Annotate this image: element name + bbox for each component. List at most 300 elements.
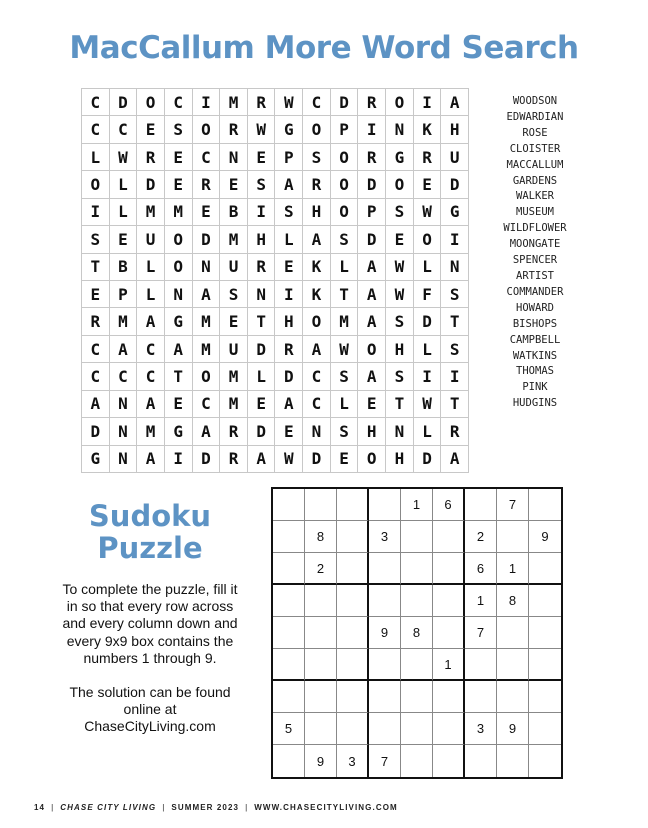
letter-cell: O: [82, 171, 110, 198]
footer-separator: |: [162, 803, 166, 812]
sudoku-given-cell: 7: [465, 617, 497, 649]
sudoku-empty-cell: [337, 585, 369, 617]
sudoku-empty-cell: [497, 649, 529, 681]
sudoku-given-cell: 8: [401, 617, 433, 649]
letter-cell: G: [275, 116, 303, 143]
letter-cell: C: [82, 89, 110, 116]
sudoku-empty-cell: [433, 681, 465, 713]
letter-cell: N: [220, 144, 248, 171]
letter-cell: B: [220, 199, 248, 226]
letter-cell: W: [248, 116, 276, 143]
letter-cell: W: [275, 89, 303, 116]
letter-cell: T: [248, 308, 276, 335]
letter-cell: I: [82, 199, 110, 226]
word-list-item: HUDGINS: [512, 397, 558, 410]
sudoku-given-cell: 6: [433, 489, 465, 521]
word-list-item: SPENCER: [512, 254, 558, 267]
letter-cell: D: [414, 446, 442, 473]
letter-cell: R: [303, 171, 331, 198]
sudoku-empty-cell: [529, 553, 561, 585]
letter-cell: U: [137, 226, 165, 253]
sudoku-empty-cell: [305, 713, 337, 745]
word-list-item: THOMAS: [516, 365, 554, 378]
sudoku-empty-cell: [305, 617, 337, 649]
letter-cell: F: [414, 281, 442, 308]
letter-cell: A: [275, 391, 303, 418]
letter-cell: S: [331, 226, 359, 253]
letter-cell: M: [193, 308, 221, 335]
letter-cell: I: [414, 363, 442, 390]
letter-cell: W: [386, 281, 414, 308]
letter-cell: L: [414, 418, 442, 445]
sudoku-empty-cell: [497, 681, 529, 713]
letter-cell: M: [110, 308, 138, 335]
letter-cell: C: [137, 363, 165, 390]
word-list-item: MUSEUM: [516, 206, 554, 219]
letter-cell: E: [386, 226, 414, 253]
sudoku-empty-cell: [369, 681, 401, 713]
letter-cell: G: [386, 144, 414, 171]
sudoku-empty-cell: [273, 617, 305, 649]
letter-cell: S: [248, 171, 276, 198]
letter-cell: W: [414, 199, 442, 226]
sudoku-empty-cell: [465, 745, 497, 777]
letter-cell: N: [441, 254, 469, 281]
sudoku-empty-cell: [369, 713, 401, 745]
letter-cell: A: [303, 226, 331, 253]
letter-cell: N: [386, 418, 414, 445]
sudoku-given-cell: 7: [369, 745, 401, 777]
letter-cell: A: [110, 336, 138, 363]
letter-cell: I: [248, 199, 276, 226]
letter-cell: E: [248, 144, 276, 171]
letter-cell: M: [137, 199, 165, 226]
letter-cell: A: [193, 281, 221, 308]
letter-cell: M: [220, 226, 248, 253]
sudoku-empty-cell: [369, 585, 401, 617]
letter-cell: P: [331, 116, 359, 143]
letter-cell: A: [275, 171, 303, 198]
letter-cell: S: [220, 281, 248, 308]
sudoku-empty-cell: [305, 681, 337, 713]
letter-cell: N: [110, 391, 138, 418]
word-list-item: GARDENS: [512, 174, 558, 187]
letter-cell: C: [110, 363, 138, 390]
word-list-item: WATKINS: [512, 349, 558, 362]
letter-cell: M: [193, 336, 221, 363]
letter-cell: R: [220, 446, 248, 473]
letter-cell: C: [82, 116, 110, 143]
sudoku-empty-cell: [465, 489, 497, 521]
letter-cell: G: [441, 199, 469, 226]
sudoku-empty-cell: [401, 521, 433, 553]
letter-cell: S: [331, 418, 359, 445]
letter-cell: S: [165, 116, 193, 143]
letter-cell: R: [358, 89, 386, 116]
letter-cell: U: [441, 144, 469, 171]
letter-cell: O: [386, 171, 414, 198]
letter-cell: R: [414, 144, 442, 171]
letter-cell: K: [414, 116, 442, 143]
letter-cell: H: [248, 226, 276, 253]
sudoku-given-cell: 7: [497, 489, 529, 521]
letter-cell: C: [165, 89, 193, 116]
letter-cell: O: [303, 116, 331, 143]
sudoku-given-cell: 9: [529, 521, 561, 553]
letter-cell: I: [165, 446, 193, 473]
letter-cell: S: [441, 336, 469, 363]
sudoku-empty-cell: [337, 649, 369, 681]
sudoku-given-cell: 3: [465, 713, 497, 745]
footer-separator: |: [51, 803, 55, 812]
letter-cell: O: [386, 89, 414, 116]
word-list-item: WOODSON: [512, 95, 558, 107]
letter-cell: D: [331, 89, 359, 116]
sudoku-empty-cell: [401, 745, 433, 777]
sudoku-empty-cell: [433, 553, 465, 585]
letter-cell: O: [137, 89, 165, 116]
letter-cell: D: [358, 171, 386, 198]
letter-cell: H: [303, 199, 331, 226]
letter-cell: L: [275, 226, 303, 253]
sudoku-given-cell: 2: [465, 521, 497, 553]
letter-cell: C: [193, 391, 221, 418]
letter-cell: W: [275, 446, 303, 473]
sudoku-given-cell: 9: [305, 745, 337, 777]
letter-cell: D: [137, 171, 165, 198]
letter-cell: E: [82, 281, 110, 308]
letter-cell: I: [358, 116, 386, 143]
letter-cell: P: [110, 281, 138, 308]
word-list-item: ARTIST: [516, 269, 554, 282]
sudoku-empty-cell: [369, 489, 401, 521]
word-list-item: MOONGATE: [509, 238, 561, 251]
letter-cell: L: [110, 199, 138, 226]
letter-cell: H: [386, 336, 414, 363]
letter-cell: E: [248, 391, 276, 418]
letter-cell: M: [220, 89, 248, 116]
letter-cell: C: [193, 144, 221, 171]
letter-cell: N: [193, 254, 221, 281]
sudoku-given-cell: 3: [337, 745, 369, 777]
sudoku-empty-cell: [529, 617, 561, 649]
letter-cell: A: [358, 308, 386, 335]
letter-cell: O: [358, 336, 386, 363]
letter-cell: K: [303, 281, 331, 308]
letter-cell: H: [358, 418, 386, 445]
sudoku-empty-cell: [433, 521, 465, 553]
letter-cell: R: [275, 336, 303, 363]
letter-cell: E: [414, 171, 442, 198]
sudoku-empty-cell: [273, 489, 305, 521]
letter-cell: N: [248, 281, 276, 308]
letter-cell: A: [137, 391, 165, 418]
sudoku-given-cell: 6: [465, 553, 497, 585]
sudoku-empty-cell: [529, 649, 561, 681]
letter-cell: W: [414, 391, 442, 418]
letter-cell: A: [441, 89, 469, 116]
letter-cell: A: [303, 336, 331, 363]
letter-cell: R: [441, 418, 469, 445]
sudoku-empty-cell: [401, 585, 433, 617]
word-list-item: HOWARD: [516, 301, 554, 314]
publication-name: CHASE CITY LIVING: [60, 803, 157, 812]
letter-cell: R: [137, 144, 165, 171]
sudoku-empty-cell: [273, 649, 305, 681]
letter-cell: T: [165, 363, 193, 390]
sudoku-given-cell: 1: [401, 489, 433, 521]
sudoku-given-cell: 5: [273, 713, 305, 745]
letter-cell: D: [82, 418, 110, 445]
letter-cell: A: [358, 281, 386, 308]
letter-cell: L: [137, 254, 165, 281]
sudoku-given-cell: 8: [497, 585, 529, 617]
letter-cell: R: [248, 89, 276, 116]
letter-cell: D: [303, 446, 331, 473]
sudoku-empty-cell: [465, 681, 497, 713]
letter-cell: O: [331, 171, 359, 198]
sudoku-empty-cell: [497, 617, 529, 649]
sudoku-empty-cell: [369, 649, 401, 681]
letter-cell: S: [275, 199, 303, 226]
sudoku-empty-cell: [369, 553, 401, 585]
word-list-item: MACCALLUM: [506, 158, 564, 171]
letter-cell: O: [165, 254, 193, 281]
issue-label: SUMMER 2023: [171, 803, 240, 812]
instructions-text: To complete the puzzle, fill it in so that every row across and every column down and every 9x9 box contains the numbers 1 through 9.: [62, 581, 238, 666]
letter-cell: C: [303, 89, 331, 116]
letter-cell: D: [414, 308, 442, 335]
letter-cell: E: [193, 199, 221, 226]
letter-cell: A: [441, 446, 469, 473]
footer-separator: |: [245, 803, 249, 812]
sudoku-empty-cell: [337, 521, 369, 553]
letter-cell: I: [414, 89, 442, 116]
letter-cell: R: [220, 116, 248, 143]
letter-cell: E: [165, 144, 193, 171]
sudoku-empty-cell: [273, 553, 305, 585]
letter-cell: A: [137, 308, 165, 335]
sudoku-empty-cell: [529, 681, 561, 713]
sudoku-given-cell: 1: [497, 553, 529, 585]
letter-cell: C: [82, 336, 110, 363]
sudoku-empty-cell: [433, 745, 465, 777]
letter-cell: L: [82, 144, 110, 171]
letter-cell: L: [331, 254, 359, 281]
sudoku-empty-cell: [401, 553, 433, 585]
sudoku-empty-cell: [497, 521, 529, 553]
letter-cell: N: [386, 116, 414, 143]
sudoku-empty-cell: [497, 745, 529, 777]
letter-cell: S: [386, 363, 414, 390]
sudoku-empty-cell: [337, 681, 369, 713]
letter-cell: R: [82, 308, 110, 335]
word-list-item: ROSE: [522, 126, 548, 139]
letter-cell: A: [82, 391, 110, 418]
letter-cell: T: [82, 254, 110, 281]
letter-cell: R: [193, 171, 221, 198]
letter-cell: O: [331, 199, 359, 226]
sudoku-empty-cell: [465, 649, 497, 681]
sudoku-title-line2: Puzzle: [97, 531, 203, 565]
letter-cell: P: [275, 144, 303, 171]
word-list-item: CLOISTER: [509, 142, 561, 155]
letter-cell: M: [220, 363, 248, 390]
sudoku-empty-cell: [337, 617, 369, 649]
letter-cell: O: [193, 116, 221, 143]
letter-cell: O: [358, 446, 386, 473]
letter-cell: C: [110, 116, 138, 143]
letter-cell: P: [358, 199, 386, 226]
sudoku-given-cell: 9: [369, 617, 401, 649]
letter-cell: S: [82, 226, 110, 253]
sudoku-empty-cell: [433, 585, 465, 617]
letter-cell: E: [165, 391, 193, 418]
letter-cell: D: [110, 89, 138, 116]
word-search-grid: [81, 88, 469, 473]
letter-cell: A: [358, 363, 386, 390]
letter-cell: K: [303, 254, 331, 281]
letter-cell: I: [275, 281, 303, 308]
letter-cell: E: [358, 391, 386, 418]
letter-cell: G: [82, 446, 110, 473]
letter-cell: R: [248, 254, 276, 281]
page-number: 14: [34, 803, 46, 812]
letter-cell: S: [386, 308, 414, 335]
letter-cell: D: [275, 363, 303, 390]
letter-cell: E: [331, 446, 359, 473]
sudoku-given-cell: 1: [465, 585, 497, 617]
letter-cell: S: [331, 363, 359, 390]
letter-cell: N: [303, 418, 331, 445]
sudoku-empty-cell: [273, 681, 305, 713]
letter-cell: T: [331, 281, 359, 308]
letter-cell: H: [386, 446, 414, 473]
sudoku-empty-cell: [529, 745, 561, 777]
sudoku-grid: [271, 487, 563, 779]
letter-cell: S: [386, 199, 414, 226]
sudoku-given-cell: 9: [497, 713, 529, 745]
letter-cell: G: [165, 308, 193, 335]
letter-cell: D: [248, 418, 276, 445]
letter-cell: E: [110, 226, 138, 253]
sudoku-given-cell: 1: [433, 649, 465, 681]
letter-cell: E: [220, 171, 248, 198]
letter-cell: A: [248, 446, 276, 473]
letter-cell: M: [331, 308, 359, 335]
sudoku-empty-cell: [273, 745, 305, 777]
letter-cell: L: [331, 391, 359, 418]
sudoku-empty-cell: [433, 617, 465, 649]
letter-cell: E: [275, 418, 303, 445]
sudoku-title-line1: Sudoku: [88, 499, 212, 533]
sudoku-empty-cell: [401, 681, 433, 713]
sudoku-title: [60, 500, 240, 564]
sudoku-empty-cell: [273, 585, 305, 617]
letter-cell: E: [165, 171, 193, 198]
letter-cell: D: [441, 171, 469, 198]
letter-cell: L: [110, 171, 138, 198]
letter-cell: L: [414, 336, 442, 363]
letter-cell: C: [303, 391, 331, 418]
letter-cell: D: [358, 226, 386, 253]
letter-cell: W: [110, 144, 138, 171]
letter-cell: E: [137, 116, 165, 143]
sudoku-empty-cell: [273, 521, 305, 553]
letter-cell: T: [441, 391, 469, 418]
word-list-item: WILDFLOWER: [503, 222, 567, 235]
letter-cell: G: [165, 418, 193, 445]
letter-cell: M: [165, 199, 193, 226]
letter-cell: N: [110, 418, 138, 445]
sudoku-empty-cell: [337, 489, 369, 521]
website: WWW.CHASECITYLIVING.COM: [254, 803, 398, 812]
letter-cell: O: [414, 226, 442, 253]
solution-note: The solution can be found online at ChaseCityLiving.com: [69, 684, 231, 735]
sudoku-empty-cell: [305, 585, 337, 617]
sudoku-empty-cell: [305, 489, 337, 521]
sudoku-empty-cell: [305, 649, 337, 681]
sudoku-empty-cell: [433, 713, 465, 745]
sudoku-empty-cell: [529, 713, 561, 745]
letter-cell: D: [193, 226, 221, 253]
word-list-item: EDWARDIAN: [506, 110, 564, 123]
letter-cell: U: [220, 254, 248, 281]
letter-cell: A: [193, 418, 221, 445]
letter-cell: N: [165, 281, 193, 308]
sudoku-instructions: [60, 581, 240, 736]
letter-cell: I: [441, 363, 469, 390]
letter-cell: B: [110, 254, 138, 281]
sudoku-given-cell: 3: [369, 521, 401, 553]
letter-cell: E: [220, 308, 248, 335]
word-list-item: COMMANDER: [506, 285, 564, 298]
letter-cell: M: [220, 391, 248, 418]
sudoku-empty-cell: [529, 489, 561, 521]
word-list-item: PINK: [522, 381, 548, 394]
sudoku-given-cell: 8: [305, 521, 337, 553]
sudoku-empty-cell: [337, 713, 369, 745]
letter-cell: R: [220, 418, 248, 445]
letter-cell: N: [110, 446, 138, 473]
sudoku-empty-cell: [401, 649, 433, 681]
letter-cell: D: [248, 336, 276, 363]
letter-cell: R: [358, 144, 386, 171]
sudoku-empty-cell: [337, 553, 369, 585]
letter-cell: C: [137, 336, 165, 363]
sudoku-empty-cell: [529, 585, 561, 617]
letter-cell: O: [303, 308, 331, 335]
letter-cell: T: [386, 391, 414, 418]
letter-cell: H: [441, 116, 469, 143]
letter-cell: L: [248, 363, 276, 390]
letter-cell: S: [441, 281, 469, 308]
letter-cell: O: [331, 144, 359, 171]
letter-cell: W: [331, 336, 359, 363]
word-list-item: BISHOPS: [512, 317, 558, 330]
letter-cell: A: [358, 254, 386, 281]
letter-cell: C: [303, 363, 331, 390]
letter-cell: W: [386, 254, 414, 281]
letter-cell: A: [165, 336, 193, 363]
sudoku-empty-cell: [401, 713, 433, 745]
letter-cell: M: [137, 418, 165, 445]
letter-cell: I: [441, 226, 469, 253]
letter-cell: T: [441, 308, 469, 335]
letter-cell: A: [137, 446, 165, 473]
page-footer: [34, 803, 398, 812]
letter-cell: H: [275, 308, 303, 335]
